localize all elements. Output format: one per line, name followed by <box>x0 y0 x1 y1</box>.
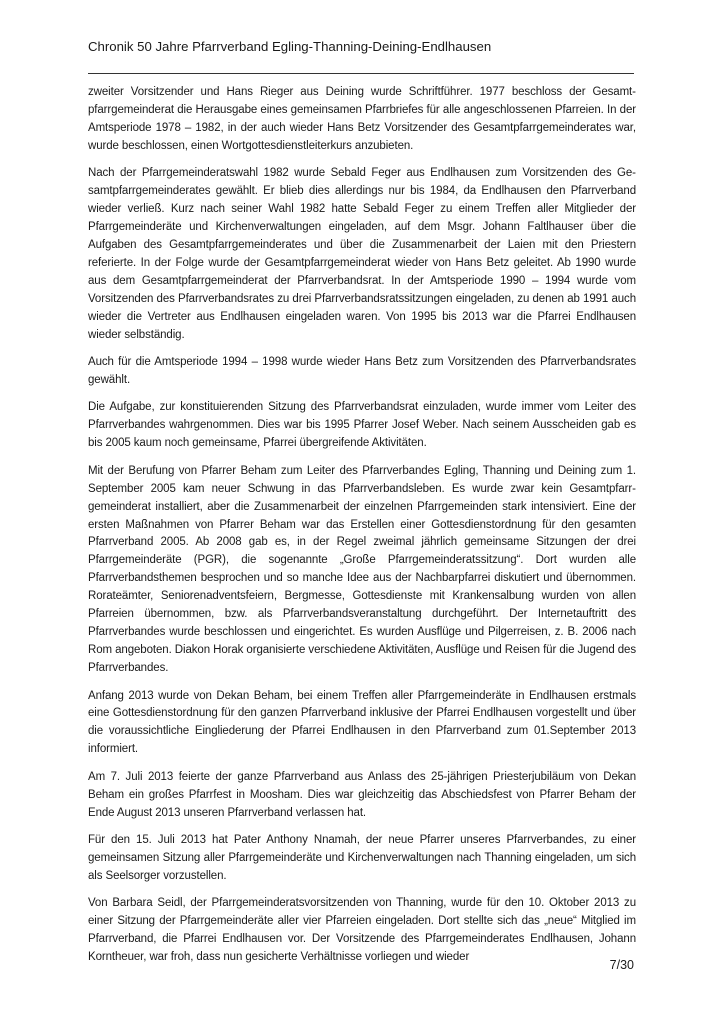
running-header: Chronik 50 Jahre Pfarrverband Egling-Thanning-Deining-Endlhausen <box>88 39 492 54</box>
paragraph: Von Barbara Seidl, der Pfarrgemeinderatsvorsitzenden von Thanning, wurde für den 10. Oktober 2013 zu einer Sitzung der Pfarrgemeinderäte aller vier Pfarreien eingeladen. Dort stellte sich das „neue“ Mitglied im Pfarrverband, die Pfarrei Endlhausen vor. Der Vorsitzende des Pfarrgemeinderates Endlhausen, Johann Korntheuer, war froh, dass nun gesicherte Verhältnisse vorliegen und wieder <box>88 897 636 964</box>
paragraph: Nach der Pfarrgemeinderatswahl 1982 wurde Sebald Feger aus Endlhausen zum Vorsitzenden des Gesamtpfarrgemeinderates gewählt. Er blieb dies allerdings nur bis 1984, da Endlhausen den Pfarrverband wieder verließ. Kurz nach seiner Wahl 1982 hatte Sebald Feger zu einem Treffen aller Mitglieder der Pfarrgemeinderäte und Kirchenverwaltungen eingeladen, auf dem Msgr. Johann Faltlhauser über die Aufgaben des Gesamtpfarrgemeinderates und über die Zusammenarbeit der Laien mit den Priestern referierte. In der Folge wurde der Gesamtpfarrgemeinderat wieder von Hans Betz geleitet. Ab 1990 wurde aus dem Gesamtpfarrgemeinderat der Pfarrverbandsrat. In der Amtsperiode 1990 – 1994 wurde vom Vorsitzenden des Pfarrverbandsrates zu drei Pfarrverbandsratssitzungen eingeladen, zu denen ab 1991 auch wieder die Vertreter aus Endlhausen eingeladen waren. Von 1995 bis 2013 war die Pfarrei Endlhausen wieder selbständig. <box>88 167 636 341</box>
paragraph: Mit der Berufung von Pfarrer Beham zum Leiter des Pfarrverbandes Egling, Thanning und Deining zum 1. September 2005 kam neuer Schwung in das Pfarrverbandsleben. Es wurde zwar kein Gesamtpfarrgemeinderat installiert, aber die Zusammenarbeit der einzelnen Pfarrgemeinden stark intensiviert. Eine der ersten Maßnahmen von Pfarrer Beham war das Erstellen einer Gottesdienstordnung für den gesamten Pfarrverband 2005. Ab 2008 gab es, in der Regel zweimal jährlich gemeinsame Sitzungen der drei Pfarrgemeinderäte (PGR), die sogenannte „Große Pfarrgemeinderatssitzung“. Dort wurden alle Pfarrverbandsthemen besprochen und so manche Idee aus der Nachbarpfarrei diskutiert und übernommen. Rorateämter, Seniorenadventsfeiern, Bergmesse, Gottesdienste mit Krankensalbung wurden von allen Pfarreien übernommen, bzw. als Pfarrverbandsveranstaltung durchgeführt. Der Internetauftritt des Pfarrverbandes wurde beschlossen und eingerichtet. Es wurden Ausflüge und Pilgerreisen, z. B. 2006 nach Rom angeboten. Diakon Horak organisierte verschiedene Aktivitäten, Ausflüge und Reisen für die Jugend des Pfarrverbandes. <box>88 464 636 675</box>
paragraph: Am 7. Juli 2013 feierte der ganze Pfarrverband aus Anlass des 25-jährigen Priesterjubiläum von Dekan Beham ein großes Pfarrfest in Moosham. Dies war gleichzeitig das Abschiedsfest von Pfarrer Beham der Ende August 2013 unseren Pfarrverband verlassen hat. <box>88 770 636 819</box>
paragraph: Die Aufgabe, zur konstituierenden Sitzung des Pfarrverbandsrat einzuladen, wurde immer vom Leiter des Pfarrverbandes wahrgenommen. Dies war bis 1995 Pfarrer Josef Weber. Nach seinem Ausscheiden gab es bis 2005 kaum noch gemeinsame, Pfarrei übergreifende Aktivitäten. <box>88 401 636 450</box>
body-text <box>88 84 636 976</box>
paragraph: Auch für die Amtsperiode 1994 – 1998 wurde wieder Hans Betz zum Vorsitzenden des Pfarrverbandsrates gewählt. <box>88 356 636 387</box>
header-rule <box>88 73 634 74</box>
paragraph: Anfang 2013 wurde von Dekan Beham, bei einem Treffen aller Pfarrgemeinderäte in Endlhausen erstmals eine Gottesdienstordnung für den ganzen Pfarrverband inklusive der Pfarrei Endlhausen vorgestellt und über die voraussichtliche Eingliederung der Pfarrei Endlhausen in den Pfarrverband zum 01.September 2013 informiert. <box>88 689 636 756</box>
paragraph: Für den 15. Juli 2013 hat Pater Anthony Nnamah, der neue Pfarrer unseres Pfarrverbandes, zu einer gemeinsamen Sitzung aller Pfarrgemeinderäte und Kirchenverwaltungen nach Thanning eingeladen, um sich als Seelsorger vorzustellen. <box>88 833 636 882</box>
page-number: 7/30 <box>609 958 634 972</box>
paragraph: zweiter Vorsitzender und Hans Rieger aus Deining wurde Schriftführer. 1977 beschloss der Gesamtpfarrgemeinderat die Herausgabe eines gemeinsamen Pfarrbriefes für alle angeschlossenen Pfarreien. In der Amtsperiode 1978 – 1982, in der auch wieder Hans Betz Vorsitzender des Gesamtpfarrgemeinderates war, wurde beschlossen, einen Wortgottesdienstleiterkurs anzubieten. <box>88 86 636 152</box>
